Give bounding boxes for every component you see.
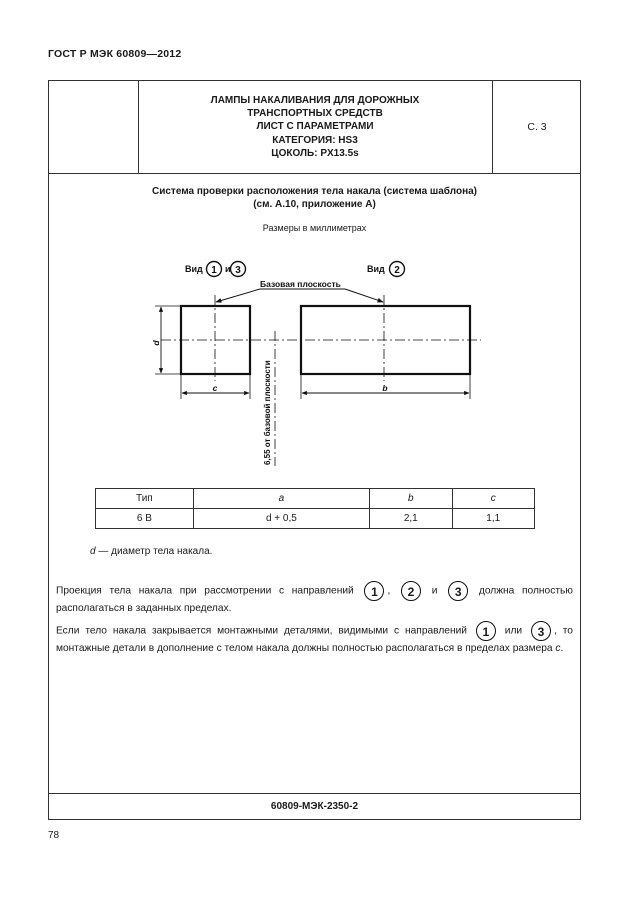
header-title-line: ТРАНСПОРТНЫХ СРЕДСТВ (247, 108, 383, 120)
header-title-line: ЦОКОЛЬ: PX13.5s (271, 147, 359, 159)
para1-text-start: Проекция тела накала при рассмотрении с направлений (56, 585, 354, 597)
svg-text:2: 2 (394, 265, 400, 276)
table-header-cell: b (370, 489, 452, 509)
sheet-code: 60809-МЭК-2350-2 (270, 801, 359, 812)
header-title-line: КАТЕГОРИЯ: HS3 (272, 134, 358, 146)
view-circle-1 (207, 262, 222, 277)
para2-or: или (504, 625, 523, 637)
base-plane-leader-right (345, 289, 383, 302)
table-header-cell: Тип (96, 489, 194, 509)
base-plane-label: Базовая плоскость (260, 279, 341, 289)
base-plane-leader-left (216, 289, 260, 302)
parameters-table (95, 488, 535, 529)
view-left-prefix: Вид (185, 264, 203, 274)
svg-text:1: 1 (211, 265, 217, 276)
sheet-number: С. 3 (527, 121, 547, 133)
view-circle-2 (390, 262, 405, 277)
table-cell: 6 В (96, 509, 194, 529)
para2-text-mid: , то монтажные детали в дополнение с телом накала должны полностью располагаться в пределах размера (56, 625, 573, 654)
standard-code: ГОСТ Р МЭК 60809—2012 (48, 48, 182, 60)
paragraph-projection (56, 581, 573, 617)
table-header-cell: a (193, 489, 369, 509)
para1-and: и (431, 585, 438, 597)
header-title-line: ЛИСТ С ПАРАМЕТРАМИ (256, 121, 374, 133)
header-title-line: ЛАМПЫ НАКАЛИВАНИЯ ДЛЯ ДОРОЖНЫХ (210, 94, 420, 106)
paragraph-mounting (56, 621, 573, 657)
dim-b-label: b (382, 383, 388, 393)
dim-d-label: d (151, 340, 161, 346)
view-circle-3 (231, 262, 246, 277)
table-row (96, 509, 535, 529)
table-header-cell: c (452, 489, 535, 509)
view-right-prefix: Вид (367, 264, 385, 274)
para2-c-symbol: c (555, 643, 561, 654)
filament-drawing (49, 81, 580, 481)
reference-axis-label: 6,55 от базовой плоскости (263, 360, 272, 465)
direction-circle-1: 1 (476, 621, 496, 641)
table-cell: 2,1 (370, 509, 452, 529)
table-cell: d + 0,5 (193, 509, 369, 529)
svg-text:3: 3 (235, 265, 241, 276)
section-title-line1: Система проверки расположения тела накала (система шаблона) (151, 186, 477, 197)
view-left-conj: и (225, 264, 231, 274)
direction-circle-3: 3 (448, 581, 468, 601)
table-cell: 1,1 (452, 509, 535, 529)
section-title-line2: (см. А.10, приложение А) (253, 199, 376, 210)
page-number: 78 (48, 830, 60, 841)
para2-text-start: Если тело накала закрывается монтажными деталями, видимыми с направлений (56, 625, 467, 637)
direction-circle-1: 1 (364, 581, 384, 601)
direction-circle-2: 2 (401, 581, 421, 601)
direction-circle-3: 3 (531, 621, 551, 641)
sheet-frame (48, 80, 581, 820)
note-symbol: d (90, 546, 96, 557)
units-note: Размеры в миллиметрах (262, 223, 367, 233)
para2-text-end: . (560, 643, 564, 654)
table-header-row (96, 489, 535, 509)
footer-divider (49, 793, 580, 794)
para1-text-end: должна полностью располагаться в заданных пределах. (56, 585, 573, 614)
diameter-note (90, 546, 212, 557)
note-text: — диаметр тела накала. (95, 546, 213, 557)
para1-sep: , (387, 585, 391, 597)
dim-c-label: c (212, 383, 218, 393)
